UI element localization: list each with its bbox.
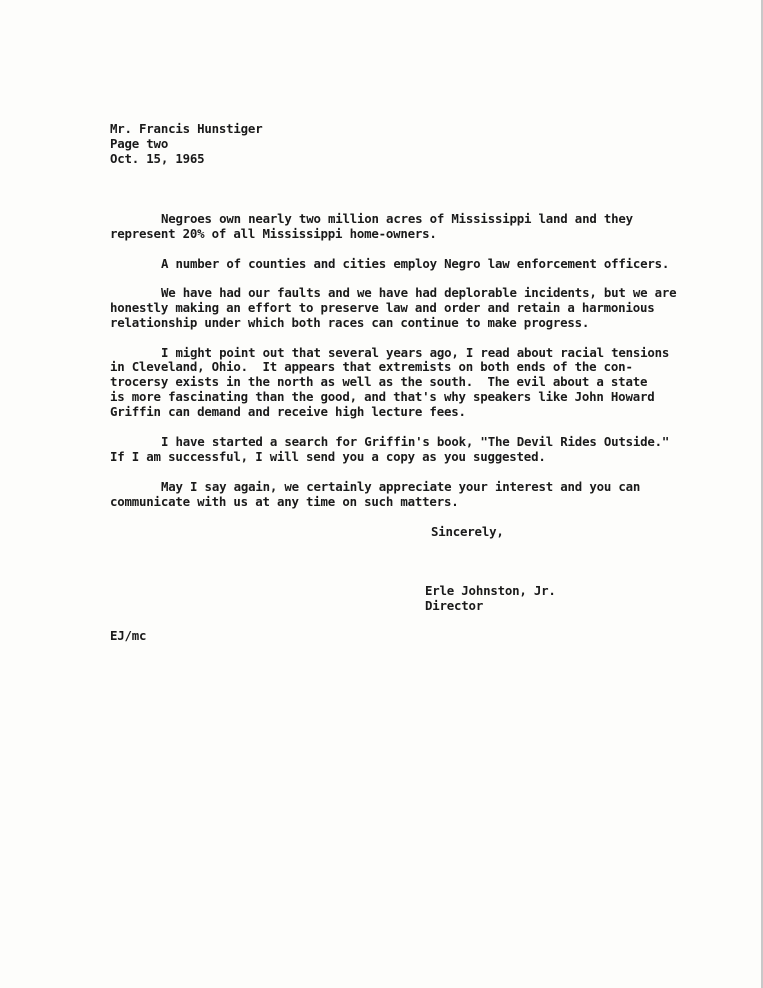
- recipient-name: Mr. Francis Hunstiger: [110, 121, 263, 136]
- paragraph-line: in Cleveland, Ohio. It appears that extremists on both ends of the con-: [110, 359, 633, 374]
- signer-title: Director: [425, 598, 484, 613]
- letter-date: Oct. 15, 1965: [110, 151, 205, 166]
- paragraph-line: If I am successful, I will send you a copy as you suggested.: [110, 449, 546, 464]
- paragraph-line: honestly making an effort to preserve law and order and retain a harmonious: [110, 300, 655, 315]
- paragraph-line: I might point out that several years ago, I read about racial tensions: [161, 345, 670, 360]
- signer-name: Erle Johnston, Jr.: [425, 583, 556, 598]
- paragraph-line: Negroes own nearly two million acres of Mississippi land and they: [161, 211, 633, 226]
- paragraph-line: May I say again, we certainly appreciate your interest and you can: [161, 479, 641, 494]
- closing-salutation: Sincerely,: [431, 524, 504, 539]
- paragraph-line: trocersy exists in the north as well as the south. The evil about a state: [110, 374, 648, 389]
- paragraph-line: represent 20% of all Mississippi home-owners.: [110, 226, 437, 241]
- page-number: Page two: [110, 136, 169, 151]
- paragraph-line: Griffin can demand and receive high lecture fees.: [110, 404, 466, 419]
- paragraph-line: A number of counties and cities employ Negro law enforcement officers.: [161, 256, 670, 271]
- paragraph-line: I have started a search for Griffin's book, "The Devil Rides Outside.": [161, 434, 670, 449]
- paragraph-line: We have had our faults and we have had deplorable incidents, but we are: [161, 285, 677, 300]
- typist-initials: EJ/mc: [110, 628, 147, 643]
- paragraph-line: communicate with us at any time on such matters.: [110, 494, 459, 509]
- paragraph-line: is more fascinating than the good, and that's why speakers like John Howard: [110, 389, 655, 404]
- paragraph-line: relationship under which both races can continue to make progress.: [110, 315, 590, 330]
